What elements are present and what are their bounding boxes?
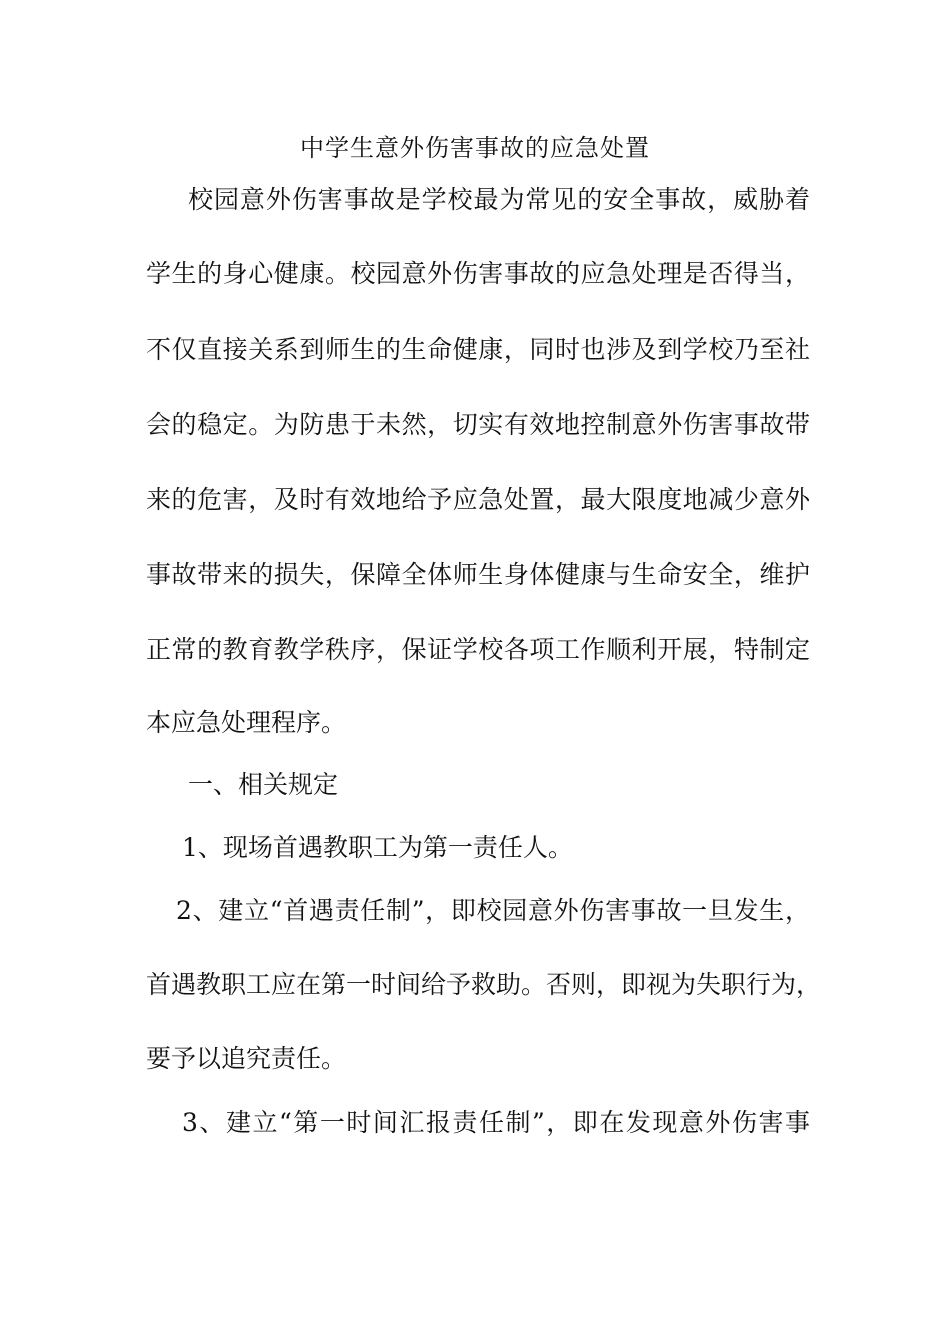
- paragraph-line: 事故带来的损失，保障全体师生身体健康与生命安全，维护: [146, 560, 810, 589]
- list-item: 2、建立“首遇责任制”，即校园意外伤害事故一旦发生，: [176, 896, 810, 925]
- list-item: 3、建立“第一时间汇报责任制”，即在发现意外伤害事: [182, 1108, 810, 1137]
- paragraph-line: 要予以追究责任。: [146, 1044, 347, 1073]
- paragraph-line: 本应急处理程序。: [146, 708, 347, 737]
- document-title: 中学生意外伤害事故的应急处置: [300, 134, 650, 162]
- paragraph-line: 不仅直接关系到师生的生命健康，同时也涉及到学校乃至社: [146, 335, 810, 364]
- paragraph-line: 首遇教职工应在第一时间给予救助。否则，即视为失职行为，: [146, 970, 822, 999]
- paragraph-line: 来的危害，及时有效地给予应急处置，最大限度地减少意外: [146, 485, 810, 514]
- paragraph-line: 正常的教育教学秩序，保证学校各项工作顺利开展，特制定: [146, 635, 810, 664]
- section-heading: 一、相关规定: [188, 770, 339, 799]
- paragraph-line: 会的稳定。为防患于未然，切实有效地控制意外伤害事故带: [146, 410, 810, 439]
- list-item: 1、现场首遇教职工为第一责任人。: [182, 833, 573, 862]
- paragraph-line: 校园意外伤害事故是学校最为常见的安全事故，威胁着: [188, 185, 810, 214]
- paragraph-line: 学生的身心健康。校园意外伤害事故的应急处理是否得当，: [146, 259, 810, 288]
